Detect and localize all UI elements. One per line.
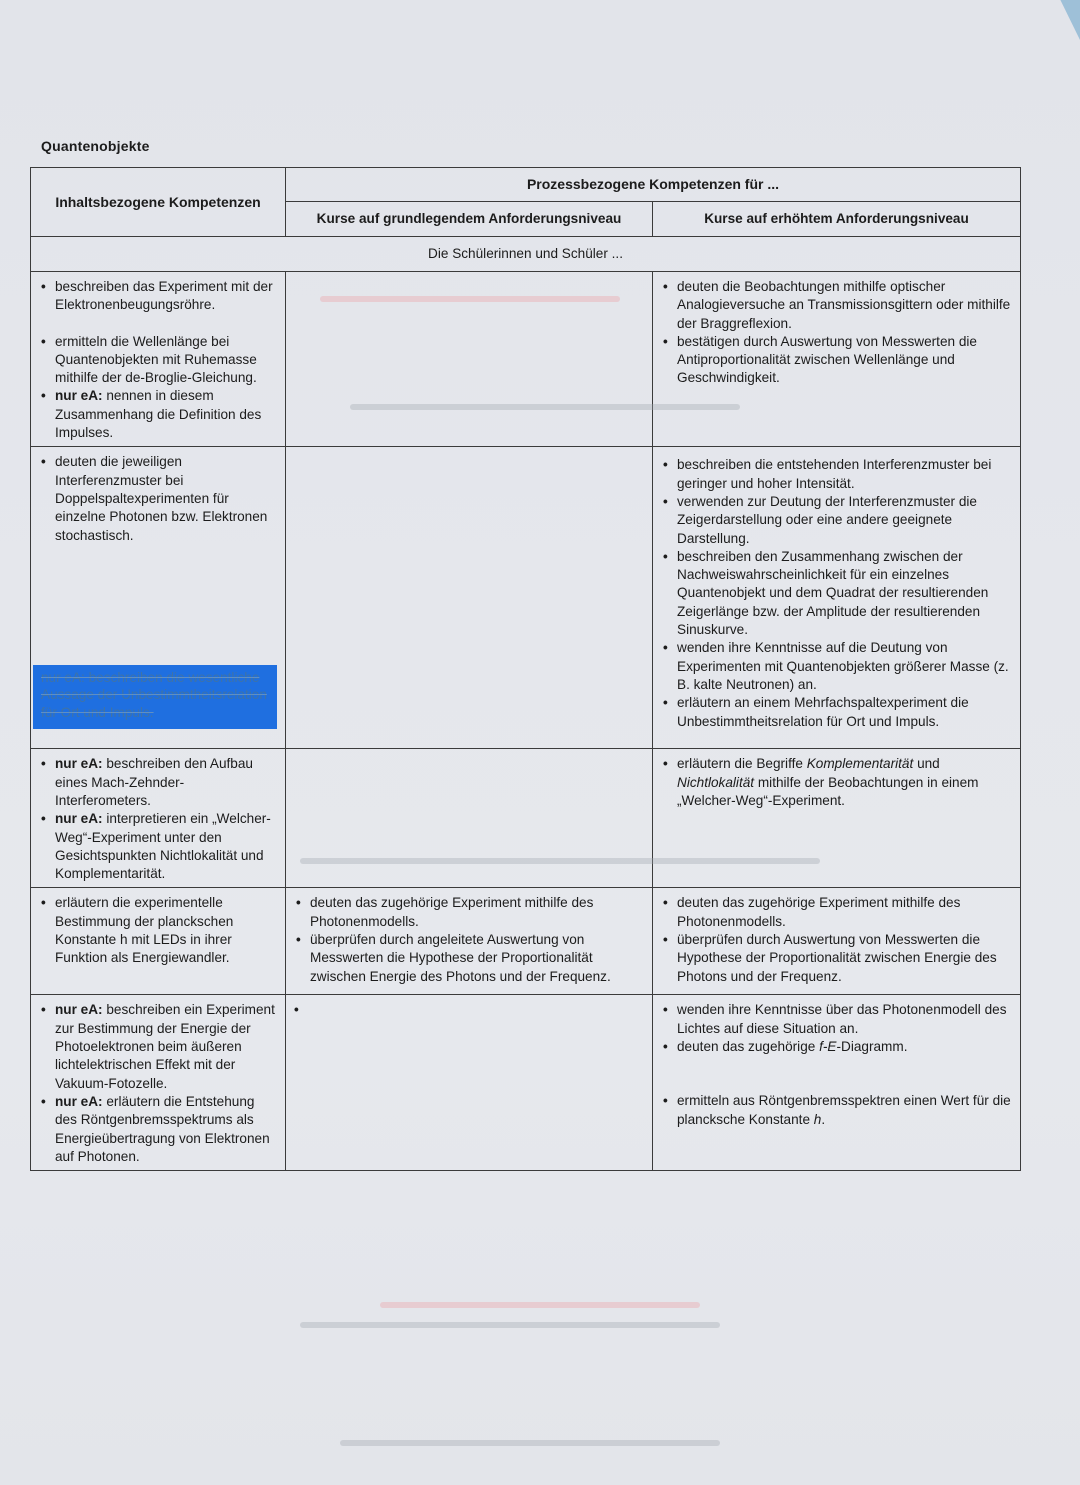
table-row: [31, 749, 1021, 888]
bleed-through-mark: [340, 1440, 720, 1446]
bleed-through-mark: [380, 1302, 700, 1308]
basic-cell: [286, 447, 653, 749]
bleed-through-mark: [300, 858, 820, 864]
list-item: • wenden ihre Kenntnisse über das Photonenmodell des Lichtes auf diese Situation an.: [663, 1001, 1014, 1038]
empty-bullet: •: [294, 1002, 299, 1018]
list-item: • bestätigen durch Auswertung von Messwerten die Antiproportionalität zwischen Wellenlänge und Geschwindigkeit.: [663, 333, 1014, 388]
table-row: [31, 447, 1021, 749]
header-process-competencies: Prozessbezogene Kompetenzen für ...: [286, 168, 1021, 202]
list-item: • nur eA: interpretieren ein „Welcher-Weg“-Experiment unter den Gesichtspunkten Nichtlokalität und Komplementarität.: [41, 810, 279, 883]
advanced-cell: [653, 995, 1021, 1171]
bleed-through-mark: [350, 404, 740, 410]
table-row: [31, 888, 1021, 995]
list-item: • deuten das zugehörige Experiment mithilfe des Photonenmodells.: [296, 894, 646, 931]
advanced-cell: [653, 749, 1021, 888]
intro-row: Die Schülerinnen und Schüler ...: [31, 237, 1021, 272]
list-item: • erläutern die experimentelle Bestimmung der planckschen Konstante h mit LEDs in ihrer Funktion als Energiewandler.: [41, 894, 279, 967]
list-item: • überprüfen durch angeleitete Auswertung von Messwerten die Hypothese der Proportionalität zwischen Energie des Photons und der Frequenz.: [296, 931, 646, 986]
section-title: Quantenobjekte: [41, 138, 150, 154]
header-basic-level: Kurse auf grundlegendem Anforderungsniveau: [286, 202, 653, 237]
advanced-cell: [653, 888, 1021, 995]
list-item: • deuten das zugehörige f-E-Diagramm.: [663, 1038, 1014, 1056]
list-item: • nur eA: beschreiben den Aufbau eines Mach-Zehnder-Interferometers.: [41, 755, 279, 810]
bleed-through-mark: [300, 1322, 720, 1328]
list-item: • überprüfen durch Auswertung von Messwerten die Hypothese der Proportionalität zwischen Energie des Photons und der Frequenz.: [663, 931, 1014, 986]
basic-cell: [286, 995, 653, 1171]
basic-cell: [286, 749, 653, 888]
advanced-cell: [653, 272, 1021, 447]
content-cell: [31, 272, 286, 447]
list-item: • nur eA: erläutern die Entstehung des Röntgenbremsspektrums als Energieübertragung von Elektronen auf Photonen.: [41, 1093, 279, 1166]
header-advanced-level: Kurse auf erhöhtem Anforderungsniveau: [653, 202, 1021, 237]
table-row: [31, 995, 1021, 1171]
list-item: • erläutern die Begriffe Komplementarität und Nichtlokalität mithilfe der Beobachtungen in einem „Welcher-Weg“-Experiment.: [663, 755, 1014, 810]
basic-cell: [286, 888, 653, 995]
list-item: • nur eA: beschreiben ein Experiment zur Bestimmung der Energie der Photoelektronen beim äußeren lichtelektrischen Effekt mit der Vakuum-Fotozelle.: [41, 1001, 279, 1092]
content-cell: [31, 749, 286, 888]
list-item: • nur eA: nennen in diesem Zusammenhang die Definition des Impulses.: [41, 387, 279, 442]
competency-table: [30, 167, 1021, 1171]
list-item: • ermitteln aus Röntgenbremsspektren einen Wert für die plancksche Konstante h.: [663, 1092, 1014, 1129]
list-item: • wenden ihre Kenntnisse auf die Deutung von Experimenten mit Quantenobjekten größerer Masse (z. B. kalte Neutronen) an.: [663, 639, 1014, 694]
highlighted-note: nur eA: beschreiben die wesentliche Aussage der Unbestimmtheitsrelation für Ort und Impuls.: [31, 665, 285, 730]
list-item: • ermitteln die Wellenlänge bei Quantenobjekten mit Ruhemasse mithilfe der de-Broglie-Gleichung.: [41, 333, 279, 388]
list-item: • deuten die Beobachtungen mithilfe optischer Analogieversuche an Transmissionsgittern oder mithilfe der Braggreflexion.: [663, 278, 1014, 333]
advanced-cell: [653, 447, 1021, 749]
list-item: • beschreiben das Experiment mit der Elektronenbeugungsröhre.: [41, 278, 279, 315]
list-item: • verwenden zur Deutung der Interferenzmuster die Zeigerdarstellung oder eine andere geeignete Darstellung.: [663, 493, 1014, 548]
list-item: • beschreiben die entstehenden Interferenzmuster bei geringer und hoher Intensität.: [663, 456, 1014, 493]
content-cell: [31, 447, 286, 749]
list-item: • beschreiben den Zusammenhang zwischen der Nachweiswahrscheinlichkeit für ein einzelnes Quantenobjekt und dem Quadrat der resultierenden Zeigerlänge bzw. der Amplitude der resultierenden Sinuskurve.: [663, 548, 1014, 639]
list-item: • erläutern an einem Mehrfachspaltexperiment die Unbestimmtheitsrelation für Ort und Impuls.: [663, 694, 1014, 731]
header-content-competencies: Inhaltsbezogene Kompetenzen: [31, 168, 286, 237]
bleed-through-mark: [320, 296, 620, 302]
background-edge: [1052, 0, 1080, 40]
content-cell: [31, 888, 286, 995]
list-item: • deuten das zugehörige Experiment mithilfe des Photonenmodells.: [663, 894, 1014, 931]
list-item: • deuten die jeweiligen Interferenzmuster bei Doppelspaltexperimenten für einzelne Photonen bzw. Elektronen stochastisch.: [41, 453, 279, 544]
content-cell: [31, 995, 286, 1171]
